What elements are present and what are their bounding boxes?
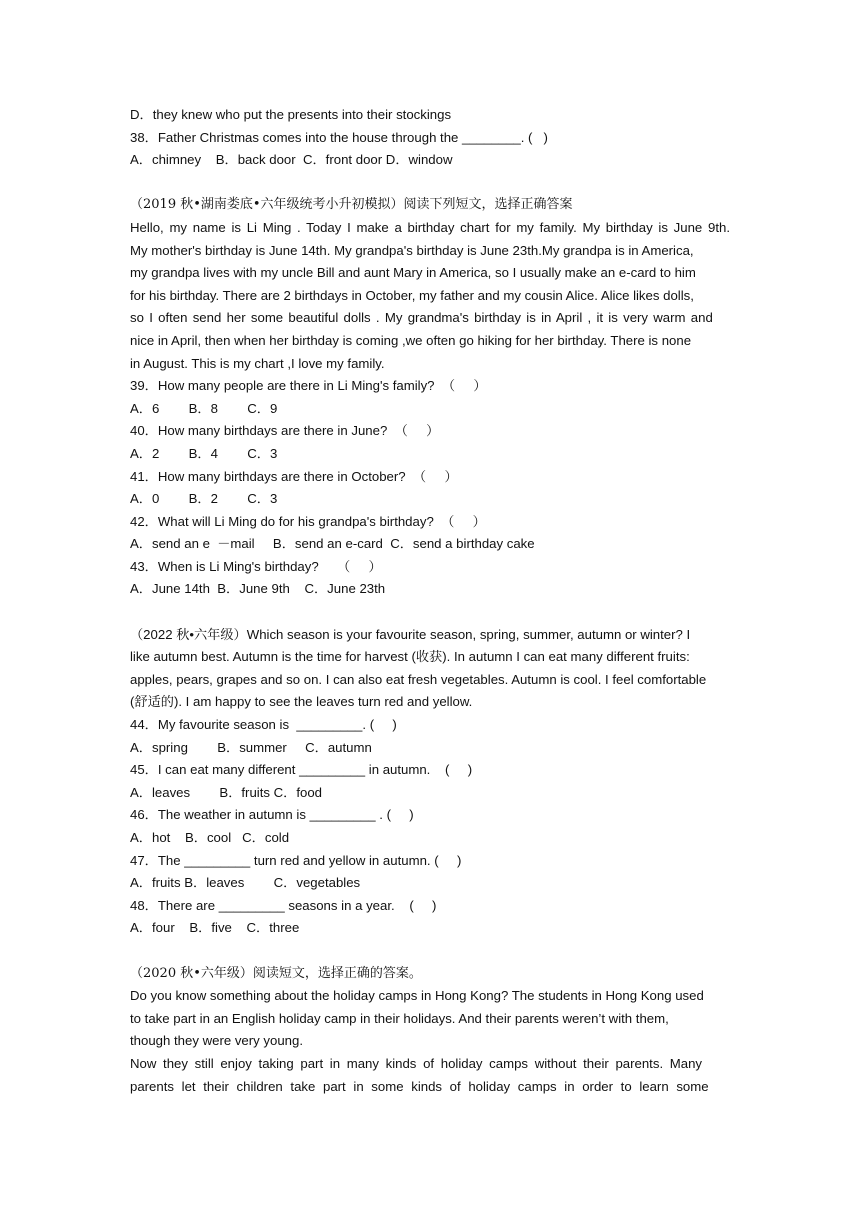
question-43: 43．When is Li Ming's birthday? （ ） (130, 558, 382, 574)
question-42: 42．What will Li Ming do for his grandpa's birthday? （ ） (130, 513, 486, 529)
spacer (130, 601, 730, 624)
section-source-2020: （2020 秋•六年级）阅读短文，选择正确的答案。 (130, 965, 422, 981)
passage-line: in August. This is my chart ,I love my family. (130, 355, 385, 371)
question-41: 41．How many birthdays are there in October? （ ） (130, 468, 458, 484)
passage-line: apples, pears, grapes and so on. I can also eat fresh vegetables. Autumn is cool. I feel comfortable (130, 671, 707, 687)
question-48: 48．There are _________ seasons in a year. ( ) (130, 897, 437, 913)
passage-line: so I often send her some beautiful dolls . My grandma's birthday is in April , it is very warm and (130, 310, 713, 326)
passage-birthday-chart (130, 217, 730, 375)
passage-line: （2022 秋•六年级）Which season is your favourite season, spring, summer, autumn or winter? I (130, 626, 691, 642)
options-45: A．leaves B．fruits C．food (130, 784, 323, 800)
options-39: A．6 B．8 C．9 (130, 400, 278, 416)
question-38: 38．Father Christmas comes into the house through the ________. ( ) (130, 129, 548, 145)
passage-line: nice in April, then when her birthday is coming ,we often go hiking for her birthday. There is none (130, 332, 692, 348)
question-47: 47．The _________ turn red and yellow in autumn. ( ) (130, 852, 462, 868)
options-40: A．2 B．4 C．3 (130, 445, 278, 461)
options-38: A．chimney B．back door C．front door D．window (130, 152, 453, 168)
passage-line: my grandpa lives with my uncle Bill and aunt Mary in America, so I usually make an e-card to him (130, 265, 696, 281)
options-47: A．fruits B．leaves C．vegetables (130, 875, 361, 891)
passage-line: Hello, my name is Li Ming . Today I make a birthday chart for my family. My birthday is June 9th. (130, 219, 730, 235)
passage-line: My mother's birthday is June 14th. My grandpa's birthday is June 23th.My grandpa is in America, (130, 242, 694, 258)
passage-line: for his birthday. There are 2 birthdays in October, my father and my cousin Alice. Alice likes dolls, (130, 287, 694, 303)
question-40: 40．How many birthdays are there in June? （ ） (130, 423, 440, 439)
options-42: A．send an e －mail B．send an e-card C．send a birthday cake (130, 536, 535, 552)
passage-line: Now they still enjoy taking part in many kinds of holiday camps without their parents. Many (130, 1055, 703, 1071)
question-44: 44．My favourite season is _________. ( ) (130, 717, 397, 733)
document-page (130, 104, 730, 1098)
spacer (130, 940, 730, 963)
passage-holiday-camps (130, 985, 730, 1098)
options-46: A．hot B．cool C．cold (130, 830, 290, 845)
passage-line: though they were very young. (130, 1033, 304, 1049)
question-39: 39．How many people are there in Li Ming's family? （ ） (130, 378, 487, 394)
section-source-2019: （2019 秋•湖南娄底•六年级统考小升初模拟）阅读下列短文，选择正确答案 (130, 197, 573, 213)
options-44: A．spring B．summer C．autumn (130, 739, 372, 755)
passage-line: parents let their children take part in some kinds of holiday camps in order to learn some (130, 1078, 709, 1094)
question-46: 46．The weather in autumn is _________ . ( ) (130, 807, 414, 823)
question-45: 45．I can eat many different _________ in autumn. ( ) (130, 762, 473, 778)
options-43: A．June 14th B．June 9th C．June 23th (130, 581, 386, 597)
passage-autumn (130, 624, 730, 714)
option-line: D．they knew who put the presents into their stockings (130, 107, 452, 122)
options-41: A．0 B．2 C．3 (130, 491, 278, 507)
passage-line: like autumn best. Autumn is the time for harvest (收获). In autumn I can eat many different fruits: (130, 649, 690, 665)
passage-line: Do you know something about the holiday camps in Hong Kong? The students in Hong Kong used (130, 988, 704, 1004)
spacer (130, 172, 730, 195)
options-48: A．four B．five C．three (130, 920, 300, 936)
passage-line: (舒适的). I am happy to see the leaves turn red and yellow. (130, 694, 473, 710)
passage-line: to take part in an English holiday camp in their holidays. And their parents weren’t with them, (130, 1010, 669, 1026)
